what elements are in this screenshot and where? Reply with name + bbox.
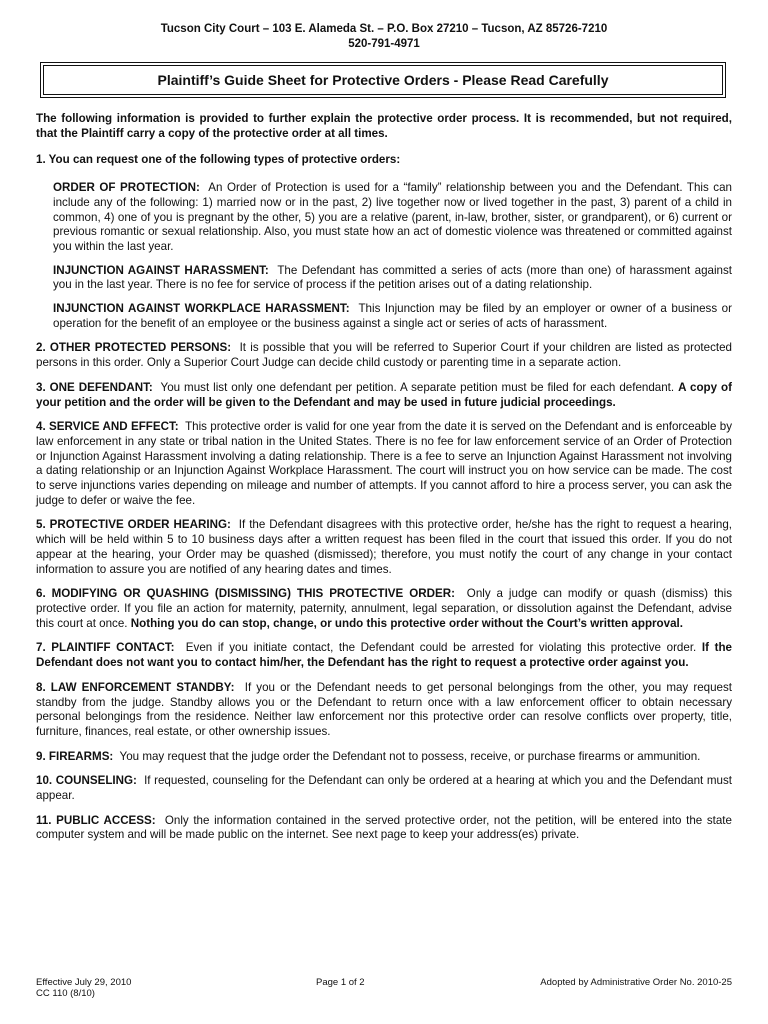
- order-of-protection: [53, 181, 732, 255]
- section-7: [36, 641, 732, 670]
- adopted-order: Adopted by Administrative Order No. 2010-25: [540, 977, 732, 988]
- title-box: [40, 62, 726, 98]
- injunction-against-workplace-harassment: [53, 302, 732, 331]
- section-6-label: 6. MODIFYING OR QUASHING (DISMISSING) THIS PROTECTIVE ORDER:: [36, 587, 455, 601]
- section-9-label: 9. FIREARMS:: [36, 749, 114, 763]
- injunction-against-harassment: [53, 264, 732, 293]
- section-2: [36, 341, 732, 370]
- section-11-label: 11. PUBLIC ACCESS:: [36, 813, 156, 827]
- section-5-text: If the Defendant disagrees with this protective order, he/she has the right to request a hearing, which will be held within 5 to 10 business days after a written request has been filed in the court that issued this order. If you do not appear at the hearing, your Order may be quashed (dismissed); therefore, you must notify the court of any change in your contact information to assure you are notified of any hearing dates and times.: [36, 518, 733, 576]
- section-9: [36, 750, 732, 765]
- page-number: Page 1 of 2: [316, 977, 365, 988]
- section-2-text: It is possible that you will be referred to Superior Court if your children are listed as protected persons in this order. Only a Superior Court Judge can decide child custody or parenting time in a separate action.: [36, 341, 733, 370]
- section-4-label: 4. SERVICE AND EFFECT:: [36, 420, 179, 434]
- section-7-bold: If the Defendant does not want you to contact him/her, the Defendant has the right to request a protective order against you.: [36, 641, 732, 670]
- section-1-heading: 1. You can request one of the following types of protective orders:: [36, 153, 401, 167]
- page-title: Plaintiff’s Guide Sheet for Protective Orders - Please Read Carefully: [43, 65, 723, 95]
- section-3-label: 3. ONE DEFENDANT:: [36, 380, 153, 394]
- section-10-label: 10. COUNSELING:: [36, 774, 137, 788]
- section-9-text: You may request that the judge order the Defendant not to possess, receive, or purchase firearms or ammunition.: [119, 749, 701, 763]
- section-4: [36, 420, 732, 508]
- section-4-text: This protective order is valid for one year from the date it is served on the Defendant and is enforceable by law enforcement in any state or tribal nation in the United States. There is no fee for law enforcement service of an Order of Protection or Injunction Against Harassment involving a dating relationship. There is a fee to serve an Injunction Against Harassment not involving a dating relationship or an Injunction Against Workplace Harassment. The court will instruct you on how service can be made. The cost to serve injunctions varies depending on mileage and number of attempts. If you cannot afford to hire a process server, you can ask the judge to defer or waive the fee.: [36, 420, 733, 507]
- iawh-text: This Injunction may be filed by an employer or owner of a business or operation for the benefit of an employee or the business against a single act or series of acts of harassment.: [53, 302, 732, 330]
- section-5-label: 5. PROTECTIVE ORDER HEARING:: [36, 518, 231, 532]
- form-number: CC 110 (8/10): [36, 988, 95, 999]
- iah-text: The Defendant has committed a series of acts (more than one) of harassment against you in the last year. There is no fee for service of process if the petition arises out of a dating relationship.: [53, 263, 733, 292]
- section-6-text: Only a judge can modify or quash (dismiss) this protective order. If you file an action for maternity, paternity, annulment, legal separation, or dissolution against the Defendant, advise this court at once.: [36, 587, 732, 630]
- section-11: [36, 814, 732, 843]
- iawh-label: INJUNCTION AGAINST WORKPLACE HARASSMENT:: [53, 302, 350, 316]
- order-of-protection-label: ORDER OF PROTECTION:: [53, 181, 200, 195]
- intro-paragraph: The following information is provided to further explain the protective order process. It is recommended, but not required, that the Plaintiff carry a copy of the protective order at all times.: [36, 112, 732, 140]
- effective-date: Effective July 29, 2010: [36, 977, 132, 988]
- court-phone: 520-791-4971: [348, 38, 420, 50]
- section-8: [36, 681, 732, 740]
- section-8-label: 8. LAW ENFORCEMENT STANDBY:: [36, 680, 235, 694]
- section-3-text: You must list only one defendant per petition. A separate petition must be filed for each defendant.: [160, 380, 675, 394]
- order-of-protection-text: An Order of Protection is used for a “family” relationship between you and the Defendant. This can include any of the following: 1) married now or in the past, 2) live together now or lived together in the past, 3) parent of a child in common, 4) one of you is pregnant by the other, 5) you are a relative (parent, in-law, brother, sister, or grandparent), or 6) current or previous romantic or sexual relationship. Also, you must state how an act of domestic violence was threatened or committed against you within the last year.: [53, 181, 732, 253]
- section-10: [36, 774, 732, 803]
- section-3: [36, 381, 732, 410]
- court-address: Tucson City Court – 103 E. Alameda St. – P.O. Box 27210 – Tucson, AZ 85726-7210: [160, 23, 608, 35]
- section-7-label: 7. PLAINTIFF CONTACT:: [36, 641, 175, 655]
- section-5: [36, 518, 732, 577]
- section-8-text: If you or the Defendant needs to get personal belongings from the other, you may request standby from the judge. Standby allows you or the Defendant to return once with a law enforcement officer to obtain necessary personal belongings from the residence. Neither law enforcement nor this protective order can resolve conflicts over property, title, furniture, finances, real estate, or other ownership issues.: [36, 680, 733, 738]
- court-header: [36, 22, 732, 52]
- section-3-bold: A copy of your petition and the order will be given to the Defendant and may be used in future judicial proceedings.: [36, 380, 732, 409]
- section-2-label: 2. OTHER PROTECTED PERSONS:: [36, 341, 232, 355]
- section-11-text: Only the information contained in the served protective order, not the petition, will be entered into the state computer system and will be made public on the internet. See next page to keep your address(es) private.: [36, 813, 732, 842]
- section-6-bold: Nothing you do can stop, change, or undo this protective order without the Court’s written approval.: [130, 616, 683, 630]
- document-page: [36, 22, 732, 843]
- section-6: [36, 587, 732, 631]
- section-10-text: If requested, counseling for the Defendant can only be ordered at a hearing at which you and the Defendant must appear.: [36, 774, 732, 803]
- iah-label: INJUNCTION AGAINST HARASSMENT:: [53, 263, 269, 277]
- section-7-text: Even if you initiate contact, the Defendant could be arrested for violating this protective order.: [185, 641, 697, 655]
- footer-left: [36, 977, 131, 999]
